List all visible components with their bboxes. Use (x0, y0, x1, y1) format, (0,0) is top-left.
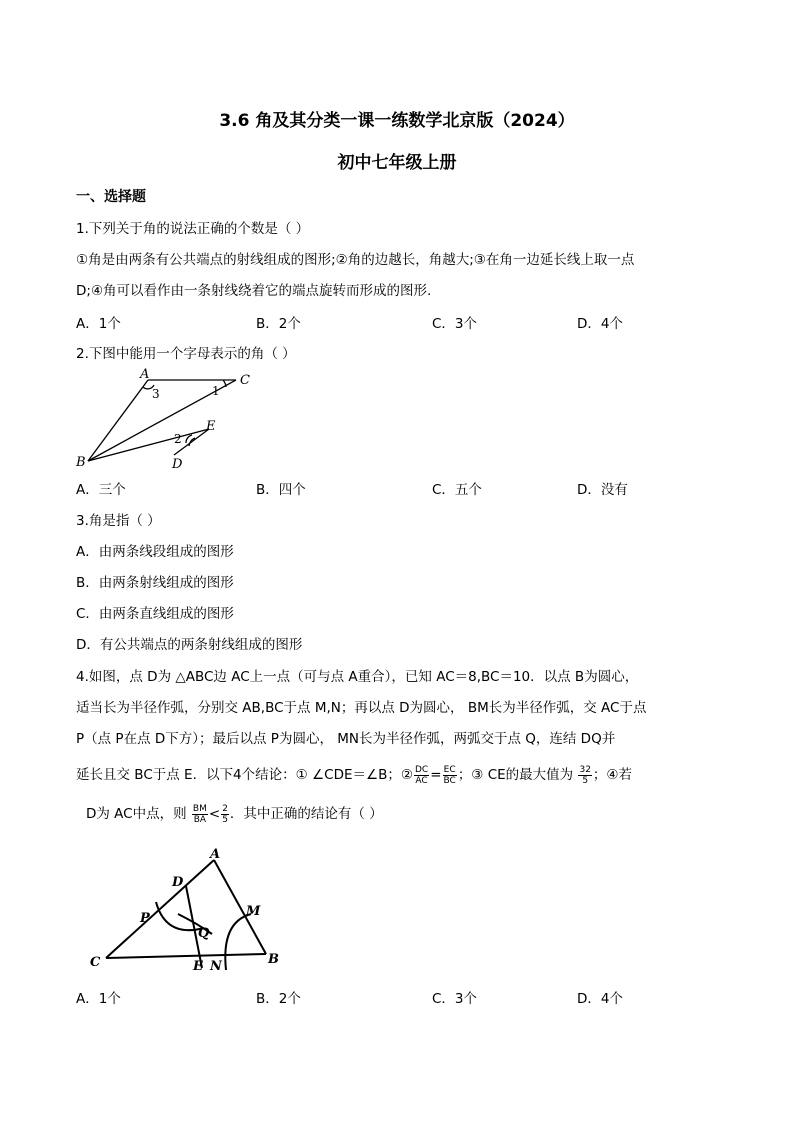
q3-option-b[interactable]: B．由两条射线组成的图形 (76, 575, 234, 591)
q4-option-b[interactable]: B．2个 (256, 991, 301, 1007)
q2-option-b[interactable]: B．四个 (256, 482, 306, 498)
q4-line4-text-b: ；③ CE的最大值为 (457, 767, 574, 783)
fraction-dc-ac (414, 765, 429, 786)
equals-sign: = (430, 767, 442, 783)
q4-line4-text-a: 延长且交 BC于点 E．以下4个结论：① ∠CDE＝∠B；② (76, 767, 413, 783)
q4-stem-line3: P（点 P在点 D下方）；最后以点 P为圆心， MN长为半径作弧，两弧交于点 Q，连结 DQ并 (76, 731, 616, 747)
q1-stem: 1.下列关于角的说法正确的个数是（ ） (76, 221, 310, 237)
fraction-denominator: BA (193, 814, 207, 825)
q2-option-d[interactable]: D．没有 (577, 482, 628, 498)
q4-label-c: C (90, 955, 101, 970)
page-subtitle: 初中七年级上册 (337, 153, 457, 173)
q1-option-a[interactable]: A．1个 (76, 316, 121, 332)
q2-angle-1: 1 (212, 384, 220, 398)
fraction-numerator: 32 (579, 764, 591, 775)
q1-option-d[interactable]: D．4个 (577, 316, 623, 332)
q2-stem: 2.下图中能用一个字母表示的角（ ） (76, 346, 296, 362)
fraction-numerator: BM (192, 803, 207, 814)
q4-label-e: E (193, 959, 203, 974)
q4-label-a: A (210, 847, 221, 862)
q4-line5-text-a: D为 AC中点，则 (86, 806, 187, 822)
q4-label-p: P (140, 911, 150, 926)
q2-angle-2: 2 (174, 432, 182, 446)
fraction-ec-bc (443, 765, 457, 786)
fraction-numerator: DC (414, 764, 429, 775)
fraction-numerator: EC (443, 764, 456, 775)
q2-option-c[interactable]: C．五个 (432, 482, 482, 498)
q4-label-m: M (246, 904, 261, 919)
q2-label-a: A (140, 368, 150, 382)
q2-label-b: B (76, 455, 86, 470)
q4-figure (86, 842, 286, 974)
fraction-bm-ba (192, 804, 208, 825)
q4-label-q: Q (198, 926, 210, 941)
q1-option-b[interactable]: B．2个 (256, 316, 301, 332)
fraction-denominator: BC (443, 775, 456, 786)
q2-label-d: D (172, 457, 183, 472)
q4-stem-line2: 适当长为半径作弧，分别交 AB,BC于点 M,N；再以点 D为圆心， BM长为半径作弧，交 AC于点 (76, 700, 647, 716)
q1-option-c[interactable]: C．3个 (432, 316, 478, 332)
q2-label-c: C (240, 373, 250, 388)
fraction-32-5 (578, 765, 591, 786)
q4-line4-text-c: ；④若 (592, 767, 633, 783)
q2-option-a[interactable]: A．三个 (76, 482, 126, 498)
fraction-denominator: 5 (222, 814, 228, 825)
q4-label-b: B (268, 952, 279, 967)
q4-label-d: D (172, 875, 184, 890)
fraction-numerator: 2 (222, 803, 228, 814)
q1-statement-line2: D;④角可以看作由一条射线绕着它的端点旋转而形成的图形. (76, 283, 432, 299)
q4-option-d[interactable]: D．4个 (577, 991, 623, 1007)
section-heading: 一、选择题 (76, 189, 146, 205)
fraction-2-5 (221, 804, 229, 825)
q3-stem: 3.角是指（ ） (76, 513, 161, 529)
q4-option-c[interactable]: C．3个 (432, 991, 478, 1007)
q4-line5-text-b: ．其中正确的结论有（ ） (229, 806, 383, 822)
q3-option-a[interactable]: A．由两条线段组成的图形 (76, 544, 234, 560)
less-than-sign: < (208, 806, 221, 822)
q1-statement-line1: ①角是由两条有公共端点的射线组成的图形;②角的边越长，角越大;③在角一边延长线上取一点 (76, 252, 635, 268)
page-title: 3.6 角及其分类一课一练数学北京版（2024） (219, 111, 575, 131)
q4-option-a[interactable]: A．1个 (76, 991, 121, 1007)
q2-figure (70, 368, 260, 474)
q2-angle-3: 3 (152, 387, 160, 401)
q4-stem-line1: 4.如图，点 D为 △ABC边 AC上一点（可与点 A重合），已知 AC＝8,BC＝10．以点 B为圆心， (76, 669, 639, 685)
q3-option-d[interactable]: D．有公共端点的两条射线组成的图形 (76, 637, 303, 653)
fraction-denominator: 5 (582, 775, 589, 786)
q3-option-c[interactable]: C．由两条直线组成的图形 (76, 606, 234, 622)
q4-stem-line4 (76, 763, 632, 786)
q4-label-n: N (210, 959, 222, 974)
q4-stem-line5 (86, 802, 383, 825)
fraction-denominator: AC (415, 775, 428, 786)
q2-label-e: E (206, 419, 216, 434)
